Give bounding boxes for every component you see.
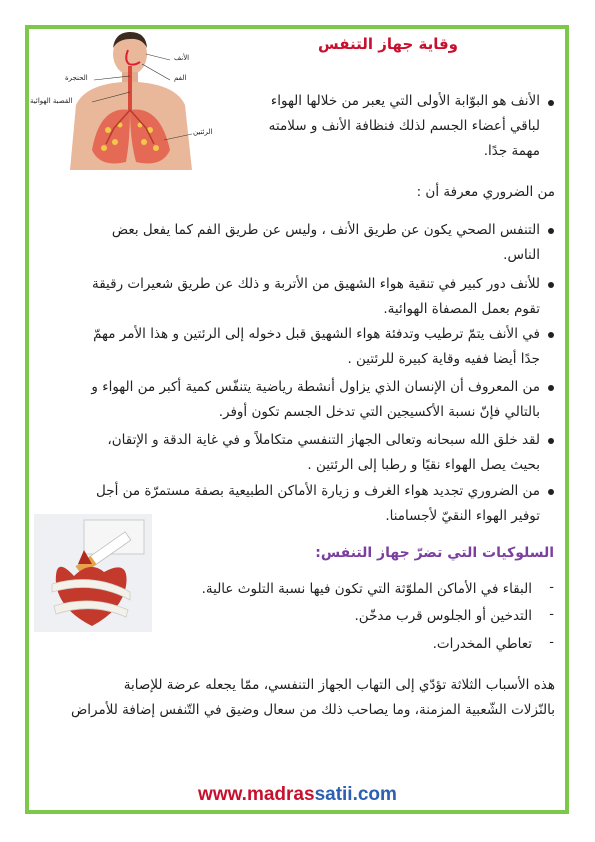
fact-1-line-2: الناس. <box>503 247 540 263</box>
fact-4-line-2: بالتالي فإنّ نسبة الأكسيجين التي تدخل الجسم تكون أوفر. <box>218 404 540 420</box>
website-footer[interactable] <box>0 784 595 806</box>
dash: - <box>549 580 554 595</box>
page-title: وقاية جهاز التنفس <box>318 35 458 53</box>
bullet <box>548 282 554 288</box>
fact-1-line-1: التنفس الصحي يكون عن طريق الأنف ، وليس عن طريق الفم كما يفعل بعض <box>111 222 540 238</box>
fact-2-line-1: للأنف دور كبير في تنقية هواء الشهيق من الأتربة و ذلك عن طريق شعيرات رقيقة <box>91 276 540 292</box>
harmful-item-1: البقاء في الأماكن الملوّثة التي تكون فيها نسبة التلوث عالية. <box>201 581 532 597</box>
fact-5-line-2: بحيث يصل الهواء نقيًا و رطبا إلى الرئتين . <box>307 457 540 473</box>
fact-5-line-1: لقد خلق الله سبحانه وتعالى الجهاز التنفسي متكاملاً و في غاية الدقة و الإتقان، <box>107 432 540 448</box>
bullet <box>548 438 554 444</box>
dash: - <box>549 607 554 622</box>
fact-6-line-2: توفير الهواء النقيّ لأجسامنا. <box>385 508 540 524</box>
label-mouth: الفم <box>174 74 187 82</box>
conclusion-line-2: بالنّزلات الشّعبية المزمنة، وما يصاحب ذلك من سعال وضيق في التّنفس إضافة للأمراض <box>70 702 555 718</box>
smoking-heart-illustration <box>34 514 152 632</box>
intro-line-2: لباقي أعضاء الجسم لذلك فنظافة الأنف و سلامته <box>268 118 540 134</box>
dash: - <box>549 635 554 650</box>
fact-6-line-1: من الضروري تجديد هواء الغرف و زيارة الأماكن الطبيعية بصفة مستمرّة من أجل <box>96 483 540 499</box>
intro-line-1: الأنف هو البوّابة الأولى التي يعبر من خلالها الهواء <box>270 93 540 109</box>
harmful-item-2: التدخين أو الجلوس قرب مدخّن. <box>354 608 532 624</box>
bullet <box>548 332 554 338</box>
fact-4-line-1: من المعروف أن الإنسان الذي يزاول أنشطة رياضية يتنفّس كمية أكبر من الهواء و <box>91 379 540 395</box>
bullet <box>548 100 554 106</box>
lead-text: من الضروري معرفة أن : <box>416 184 555 200</box>
bullet <box>548 385 554 391</box>
label-trachea: القصبة الهوائية <box>30 97 73 105</box>
conclusion-line-1: هذه الأسباب الثلاثة تؤدّي إلى التهاب الجهاز التنفسي، ممّا يجعله عرضة للإصابة <box>123 677 555 693</box>
footer-url-part-1: www.madras <box>198 784 315 805</box>
label-lungs: الرئتين <box>193 128 213 136</box>
fact-3-line-1: في الأنف يتمّ ترطيب وتدفئة هواء الشهيق قبل دخوله إلى الرئتين و هذا الأمر مهمّ <box>93 326 540 342</box>
label-nose: الأنف <box>174 54 190 62</box>
intro-line-3: مهمة جدًا. <box>483 143 540 159</box>
fact-2-line-2: تقوم بعمل المصفاة الهوائية. <box>383 301 540 317</box>
bullet <box>548 228 554 234</box>
bullet <box>548 489 554 495</box>
harmful-behaviors-title: السلوكيات التي تضرّ جهاز التنفس: <box>315 545 554 561</box>
fact-3-line-2: جدًا أيضا ففيه وقاية كبيرة للرئتين . <box>347 351 540 367</box>
footer-url-part-2: satii.com <box>314 784 397 805</box>
harmful-item-3: تعاطي المخدرات. <box>432 636 532 652</box>
label-larynx: الحنجرة <box>65 74 88 82</box>
respiratory-system-illustration <box>30 30 220 170</box>
